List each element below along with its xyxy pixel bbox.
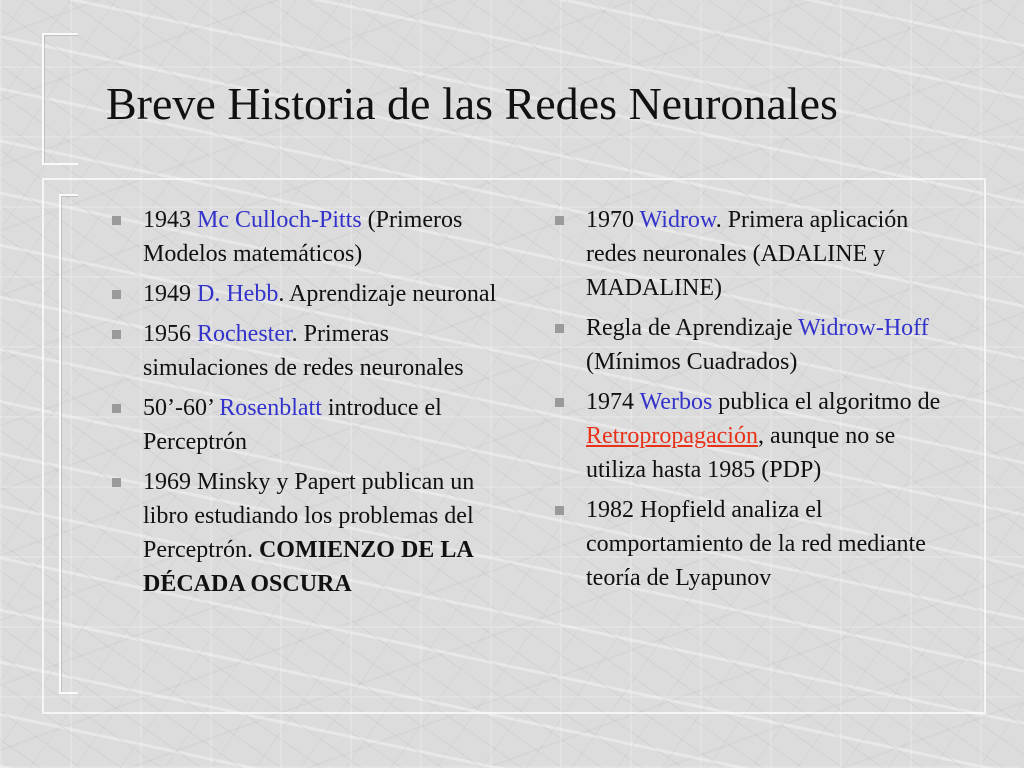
list-item-widrow: 1970 Widrow. Primera aplicación redes neuronales (ADALINE y MADALINE)	[553, 203, 948, 305]
list-item-rochester: 1956 Rochester. Primeras simulaciones de redes neuronales	[110, 317, 505, 385]
highlighted-name: Widrow-Hoff	[798, 315, 929, 341]
list-item-werbos: 1974 Werbos publica el algoritmo de Retropropagación, aunque no se utiliza hasta 1985 (PDP)	[553, 385, 948, 487]
highlighted-name: Widrow	[639, 207, 716, 233]
emphasis-text: COMIENZO DE LA DÉCADA OSCURA	[143, 537, 473, 597]
highlighted-name: Rochester	[197, 321, 292, 347]
right-bullet-list	[553, 203, 948, 595]
square-bullet-icon	[112, 330, 121, 339]
list-item-widrow-hoff: Regla de Aprendizaje Widrow-Hoff (Mínimos Cuadrados)	[553, 311, 948, 379]
square-bullet-icon	[555, 324, 564, 333]
highlighted-name: Werbos	[639, 389, 713, 415]
list-item-minsky-papert: 1969 Minsky y Papert publican un libro estudiando los problemas del Perceptrón. COMIENZO DE LA DÉCADA OSCURA	[110, 465, 505, 601]
decorative-frame-top	[42, 33, 78, 165]
highlighted-name: Rosenblatt	[219, 395, 322, 421]
slide-title: Breve Historia de las Redes Neuronales	[106, 78, 838, 129]
left-column	[110, 203, 505, 607]
highlighted-name: D. Hebb	[197, 281, 279, 307]
square-bullet-icon	[555, 398, 564, 407]
right-column	[553, 203, 948, 601]
list-item-hebb: 1949 D. Hebb. Aprendizaje neuronal	[110, 277, 505, 311]
list-item-rosenblatt: 50’-60’ Rosenblatt introduce el Perceptrón	[110, 391, 505, 459]
retropropagacion-link[interactable]: Retropropagación	[586, 423, 758, 449]
list-item-mcculloch-pitts: 1943 Mc Culloch-Pitts (Primeros Modelos matemáticos)	[110, 203, 505, 271]
decorative-frame-left	[59, 194, 78, 694]
left-bullet-list	[110, 203, 505, 601]
square-bullet-icon	[112, 404, 121, 413]
highlighted-name: Mc Culloch-Pitts	[197, 207, 362, 233]
list-item-hopfield: 1982 Hopfield analiza el comportamiento de la red mediante teoría de Lyapunov	[553, 493, 948, 595]
square-bullet-icon	[112, 478, 121, 487]
square-bullet-icon	[112, 216, 121, 225]
square-bullet-icon	[112, 290, 121, 299]
square-bullet-icon	[555, 216, 564, 225]
square-bullet-icon	[555, 506, 564, 515]
